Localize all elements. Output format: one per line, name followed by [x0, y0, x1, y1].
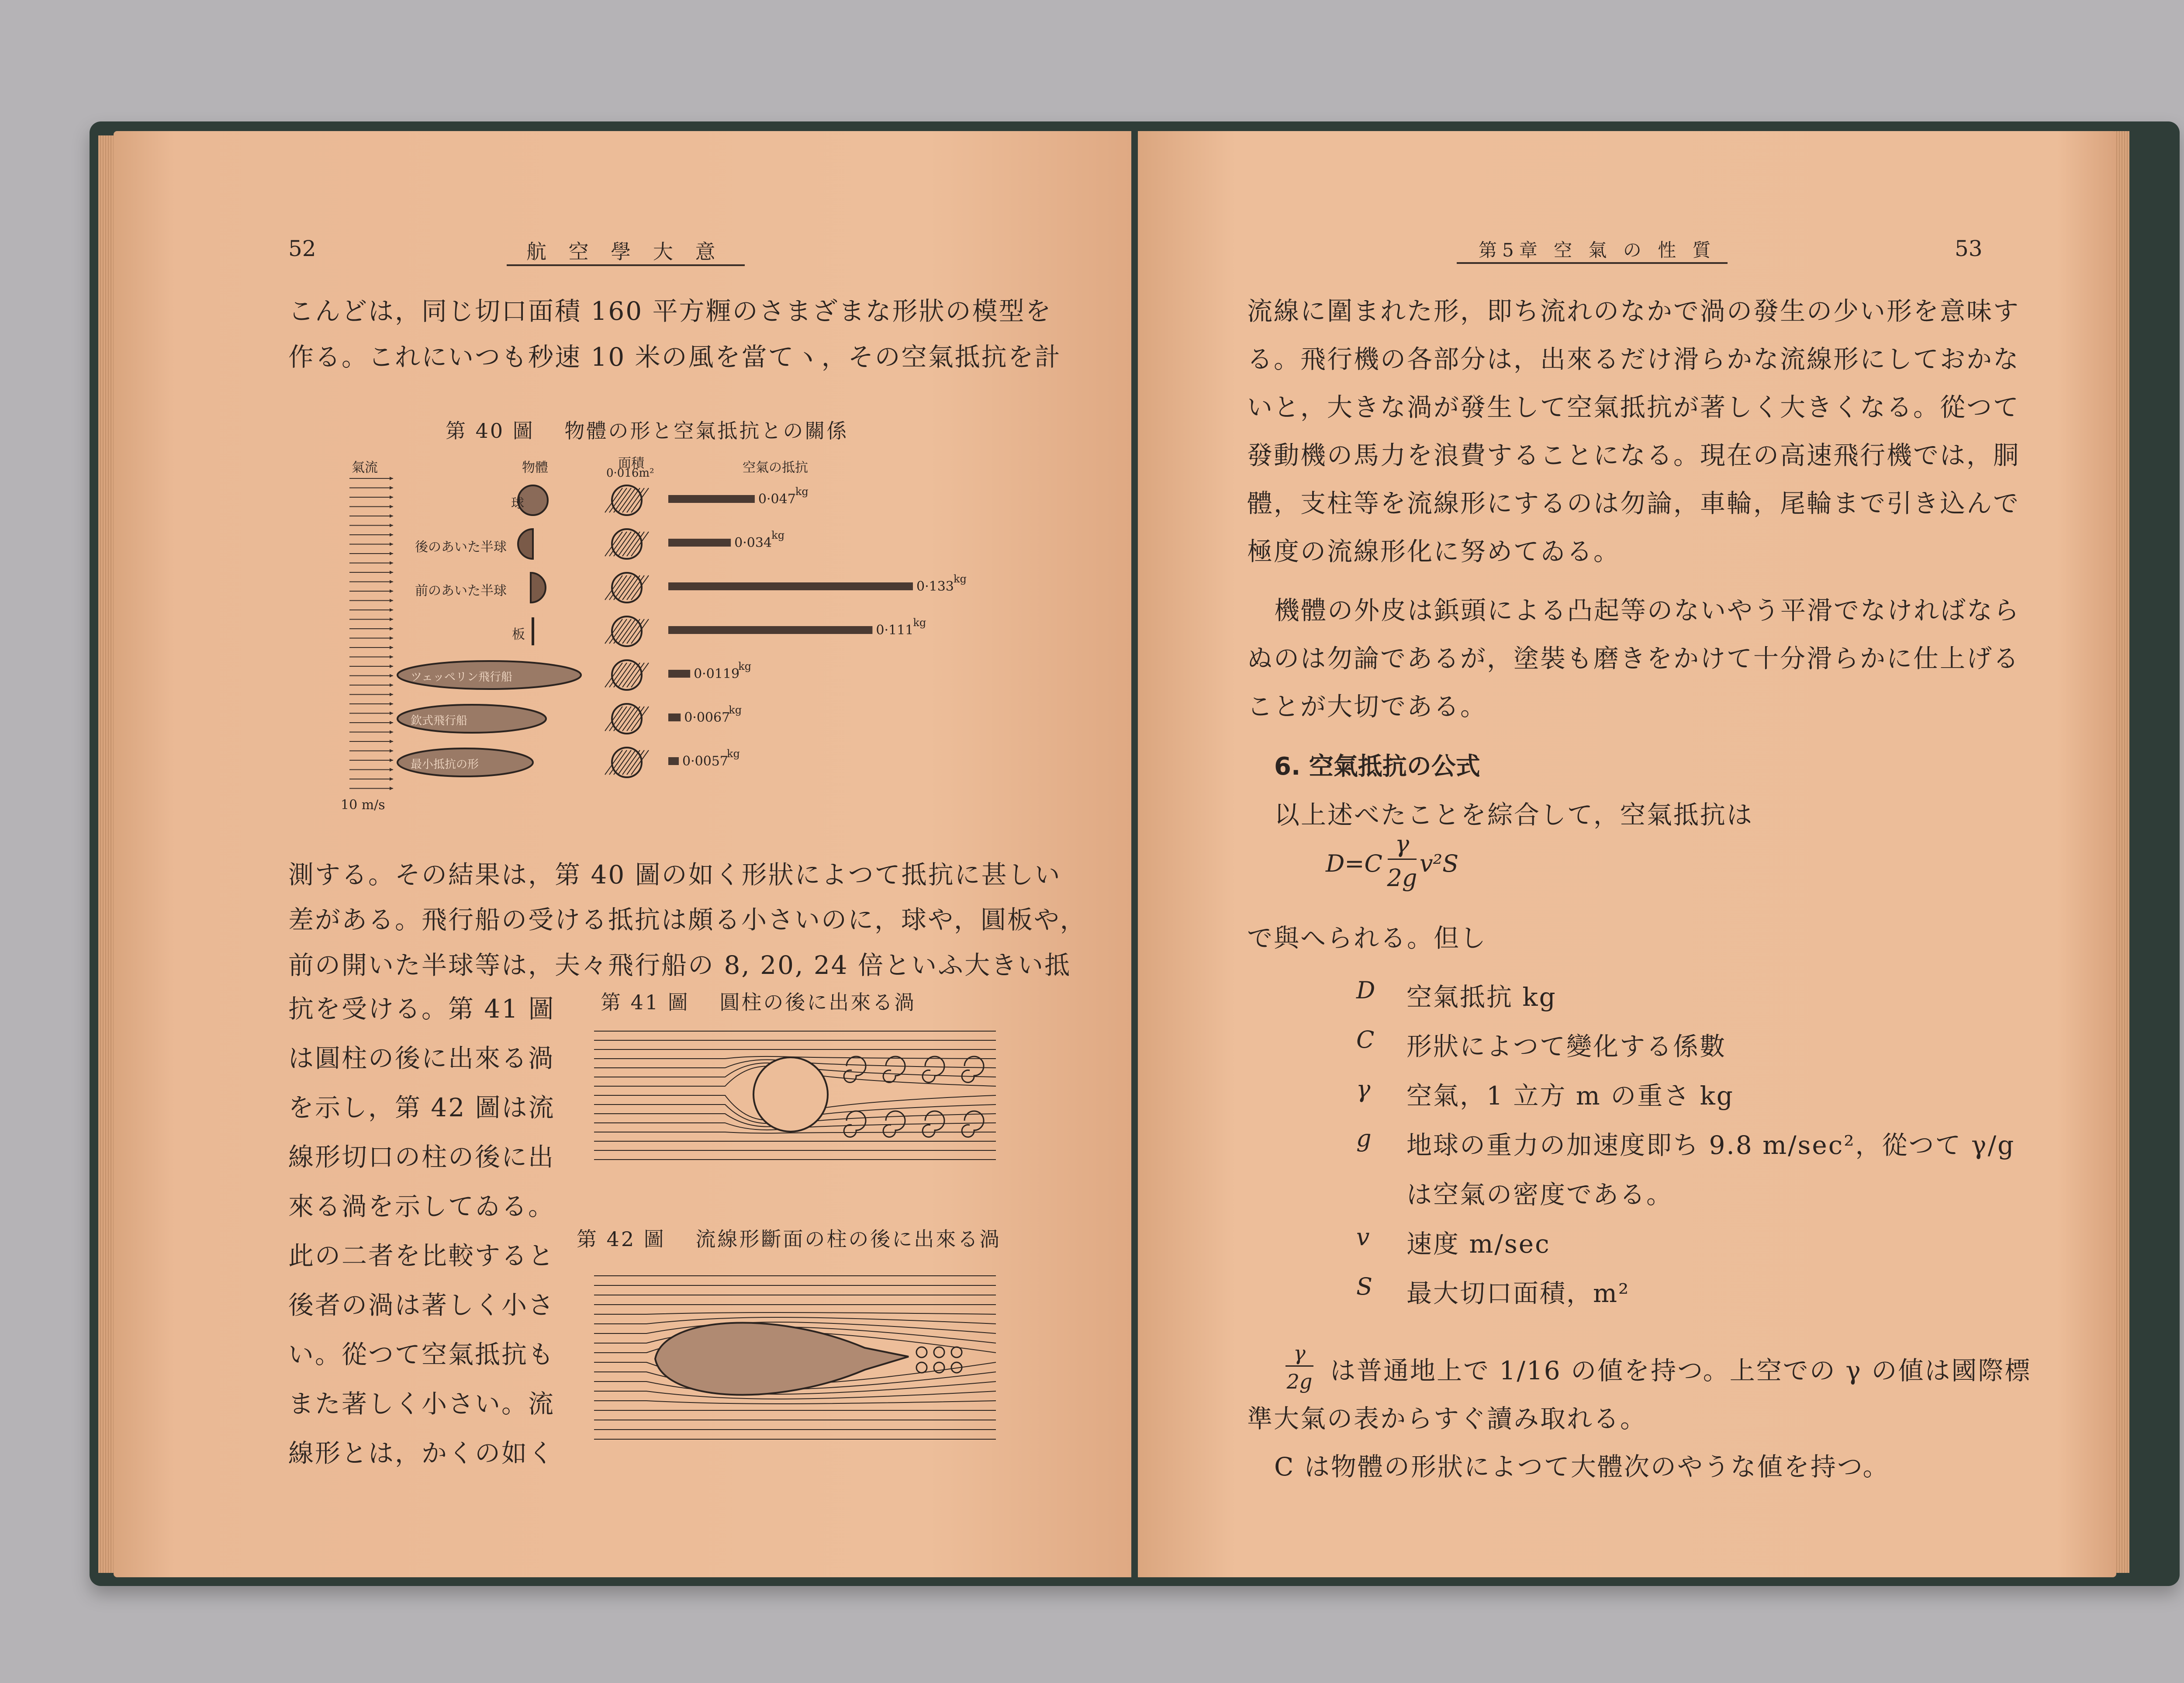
resistance-bar — [668, 670, 690, 678]
formula-denominator: 2g — [1387, 864, 1417, 892]
text-line: 極度の流線形化に努めてゐる。 — [1247, 537, 1621, 566]
text-line: 流線に圍まれた形，即ち流れのなかで渦の發生の少い形を意味す — [1247, 296, 2020, 326]
text-line: 體，支柱等を流線形にするのは勿論，車輪，尾輪まで引き込んで — [1247, 488, 2020, 518]
area-hatch — [618, 575, 636, 600]
definition-text: 速度 m/sec — [1406, 1229, 1551, 1259]
text-line: で與へられる。但し — [1247, 923, 1487, 953]
area-hatch — [614, 619, 631, 644]
area-hatch — [614, 663, 631, 687]
resistance-value: 0·133 — [916, 579, 954, 594]
ratio-denominator: 2g — [1286, 1370, 1313, 1393]
definition-text: 地球の重力の加速度即ち 9.8 m/sec²，從つて γ/g — [1406, 1130, 2015, 1160]
text-line: また著しく小さい。流 — [288, 1389, 555, 1419]
object-hemisphere-back — [518, 529, 533, 559]
resistance-bar — [668, 539, 731, 547]
resistance-bar — [668, 582, 913, 590]
fig40-area-value: 0·016m² — [606, 467, 654, 480]
streamline — [594, 1401, 996, 1404]
definition-symbol: C — [1356, 1026, 1375, 1053]
text-line: 此の二者を比較すると — [288, 1241, 555, 1271]
object-hemisphere-front — [531, 573, 546, 603]
text-line: い。從つて空氣抵抗も — [288, 1340, 555, 1369]
area-hatch — [622, 663, 640, 687]
object-label: ツェッペリン飛行船 — [411, 671, 512, 684]
area-hatch — [618, 663, 636, 687]
object-label: 欽式飛行船 — [411, 714, 468, 727]
resistance-unit: kg — [771, 529, 785, 541]
text-line: 差がある。飛行船の受ける抵抗は頗る小さいのに，球や，圓板や， — [288, 905, 1087, 935]
text-line: 機體の外皮は鋲頭による凸起等のないやう平滑でなければなら — [1274, 596, 2021, 625]
area-hatch — [618, 750, 636, 775]
vortex — [916, 1347, 927, 1357]
resistance-unit: kg — [913, 616, 926, 629]
area-hatch — [622, 619, 640, 644]
fig40-col-resistance: 空氣の抵抗 — [743, 460, 808, 475]
airflow-arrowhead — [390, 693, 393, 696]
airflow-arrowhead — [390, 486, 393, 490]
text-line: いと，大きな渦が發生して空氣抵抗が著しく大きくなる。從つて — [1247, 392, 2020, 422]
airflow-arrowhead — [390, 683, 393, 687]
vortex — [951, 1347, 962, 1357]
fig40-col-object: 物體 — [522, 460, 548, 475]
text-line: 發動機の馬力を浪費することになる。現在の高速飛行機では，胴 — [1247, 440, 2020, 470]
airflow-arrows — [349, 477, 393, 790]
airflow-arrowhead — [390, 702, 393, 706]
fig40-col-area: 面積 — [618, 456, 644, 471]
figure-40-title: 第 40 圖 物體の形と空氣抵抗との關係 — [446, 419, 849, 443]
object-label: 最小抵抗の形 — [411, 758, 479, 771]
object-label: 前のあいた半球 — [415, 583, 507, 599]
area-hatch — [618, 706, 636, 731]
resistance-value: 0·0057 — [682, 754, 728, 769]
section-heading: 6. 空氣抵抗の公式 — [1274, 752, 1480, 781]
text-line: ぬのは勿論であるが，塗裝も磨きをかけて十分滑らかに仕上げる — [1247, 644, 2020, 673]
streamline — [594, 1317, 996, 1324]
area-hatch — [618, 488, 636, 513]
page-number: 52 — [288, 236, 316, 261]
area-hatch — [622, 488, 640, 513]
fig40-speed-label: 10 m/s — [341, 797, 385, 813]
text-line: は普通地上で 1/16 の値を持つ。上空での γ の値は國際標 — [1330, 1356, 2032, 1385]
fig40-col-airflow: 氣流 — [352, 460, 378, 475]
text-line: 後者の渦は著しく小さ — [288, 1290, 555, 1320]
definition-symbol: v — [1356, 1223, 1370, 1251]
airflow-arrowhead — [390, 637, 393, 640]
running-head-rule — [1457, 262, 1728, 264]
ratio-fraction-bar — [1286, 1365, 1313, 1367]
area-hatch — [618, 532, 636, 556]
vortex — [916, 1362, 927, 1373]
running-head: 第5章 空 氣 の 性 質 — [1479, 239, 1716, 261]
resistance-unit: kg — [729, 704, 742, 716]
ratio-numerator: γ — [1293, 1341, 1306, 1365]
text-line: 準大氣の表からすぐ讀み取れる。 — [1247, 1404, 1647, 1434]
text-line: C は物體の形狀によつて大體次のやうな値を持つ。 — [1274, 1452, 1890, 1482]
airflow-arrowhead — [390, 561, 393, 565]
airflow-arrowhead — [390, 787, 393, 790]
airflow-arrowhead — [390, 552, 393, 555]
formula-fraction-bar — [1388, 859, 1417, 860]
streamline — [594, 1391, 996, 1399]
area-hatch — [618, 619, 636, 644]
object-label: 球 — [511, 496, 524, 511]
area-hatch — [614, 488, 631, 513]
figure-42-diagram — [594, 1267, 996, 1451]
text-line: 來る渦を示してゐる。 — [288, 1191, 555, 1221]
airflow-arrowhead — [390, 768, 393, 772]
resistance-bar — [668, 495, 755, 503]
resistance-value: 0·0119 — [694, 666, 740, 682]
airflow-arrowhead — [390, 758, 393, 762]
airflow-arrowhead — [390, 777, 393, 781]
left-page — [114, 131, 1131, 1577]
text-line: 前の開いた半球等は，夫々飛行船の 8, 20, 24 倍といふ大きい抵 — [288, 950, 1071, 980]
streamline-body — [655, 1323, 909, 1395]
area-hatch — [614, 706, 631, 731]
resistance-value: 0·0067 — [684, 710, 730, 725]
resistance-bar — [668, 757, 679, 765]
running-head: 航 空 學 大 意 — [526, 240, 723, 263]
figure-41-title: 第 41 圖 圓柱の後に出來る渦 — [601, 990, 916, 1014]
vortex — [934, 1362, 944, 1373]
airflow-arrowhead — [390, 524, 393, 527]
airflow-arrowhead — [390, 674, 393, 678]
resistance-unit: kg — [954, 573, 967, 585]
resistance-bar — [668, 713, 681, 721]
airflow-arrowhead — [390, 665, 393, 668]
object-label: 後のあいた半球 — [415, 540, 507, 555]
definition-text: 最大切口面積，m² — [1406, 1278, 1630, 1308]
airflow-arrowhead — [390, 589, 393, 593]
text-line: 線形とは，かくの如く — [288, 1438, 555, 1468]
text-line: 作る。これにいつも秒速 10 米の風を當てヽ，その空氣抵抗を計 — [288, 342, 1061, 372]
formula-lhs: D=C — [1326, 850, 1382, 877]
area-hatch — [614, 532, 631, 556]
formula-numerator: γ — [1395, 830, 1410, 858]
area-hatch — [622, 750, 640, 775]
page-edges-left — [98, 135, 116, 1573]
area-hatch — [614, 750, 631, 775]
text-line: 線形切口の柱の後に出 — [288, 1142, 555, 1172]
formula-rhs: v²S — [1420, 850, 1459, 877]
object-label: 板 — [512, 627, 525, 642]
definition-symbol: S — [1356, 1273, 1372, 1300]
figure-41-diagram — [594, 1022, 996, 1167]
resistance-bar — [668, 626, 872, 634]
area-hatch — [614, 575, 631, 600]
text-line: 以上述べたことを綜合して，空氣抵抗は — [1274, 800, 1753, 830]
airflow-arrowhead — [390, 712, 393, 715]
resistance-unit: kg — [795, 485, 809, 498]
airflow-arrowhead — [390, 543, 393, 546]
cylinder — [753, 1057, 828, 1132]
definition-text: 空氣，1 立方 m の重さ kg — [1406, 1081, 1734, 1111]
vortex — [962, 1111, 984, 1137]
resistance-unit: kg — [738, 660, 751, 672]
figure-40-rows — [397, 485, 913, 777]
airflow-arrowhead — [390, 580, 393, 584]
area-hatch — [622, 706, 640, 731]
text-line: は圓柱の後に出來る渦 — [288, 1043, 555, 1073]
resistance-value: 0·034 — [734, 535, 772, 551]
airflow-arrowhead — [390, 505, 393, 509]
text-line: る。飛行機の各部分は，出來るだけ滑らかな流線形にしておかな — [1247, 344, 2020, 374]
vortex — [883, 1056, 905, 1082]
airflow-arrowhead — [390, 533, 393, 537]
resistance-value: 0·111 — [876, 623, 914, 638]
text-line: 測する。その結果は，第 40 圖の如く形狀によつて抵抗に甚しい — [288, 860, 1061, 890]
right-page — [1138, 131, 2116, 1577]
area-hatch — [622, 532, 640, 556]
definition-symbol: D — [1356, 977, 1375, 1004]
vortex — [934, 1347, 944, 1357]
airflow-arrowhead — [390, 477, 393, 480]
definition-symbol: γ — [1356, 1075, 1371, 1103]
airflow-arrowhead — [390, 495, 393, 499]
text-line: ことが大切である。 — [1247, 692, 1487, 721]
text-line: 抗を受ける。第 41 圖 — [288, 994, 555, 1024]
resistance-value: 0·047 — [758, 492, 796, 507]
figure-42-title: 第 42 圖 流線形斷面の柱の後に出來る渦 — [577, 1227, 1002, 1251]
airflow-arrowhead — [390, 749, 393, 753]
airflow-arrowhead — [390, 514, 393, 518]
definition-text: 形狀によつて變化する係數 — [1406, 1032, 1727, 1061]
airflow-arrowhead — [390, 599, 393, 603]
page-number: 53 — [1955, 236, 1983, 261]
airflow-arrowhead — [390, 646, 393, 649]
airflow-arrowhead — [390, 618, 393, 621]
airflow-arrowhead — [390, 608, 393, 612]
airflow-arrowhead — [390, 731, 393, 734]
definition-text: は空氣の密度である。 — [1406, 1180, 1673, 1209]
airflow-arrowhead — [390, 740, 393, 743]
airflow-arrowhead — [390, 571, 393, 574]
definition-symbol: g — [1356, 1125, 1372, 1152]
streamline — [594, 1312, 996, 1314]
airflow-arrowhead — [390, 627, 393, 630]
resistance-unit: kg — [727, 748, 740, 760]
definition-text: 空氣抵抗 kg — [1406, 982, 1557, 1012]
airflow-arrowhead — [390, 655, 393, 659]
vortex — [962, 1056, 984, 1082]
airflow-arrowhead — [390, 721, 393, 724]
vortex — [844, 1111, 866, 1137]
text-line: を示し，第 42 圖は流 — [288, 1093, 555, 1122]
vortex — [923, 1056, 944, 1082]
text-line: こんどは，同じ切口面積 160 平方糎のさまざまな形狀の模型を — [288, 296, 1052, 326]
area-hatch — [622, 575, 640, 600]
